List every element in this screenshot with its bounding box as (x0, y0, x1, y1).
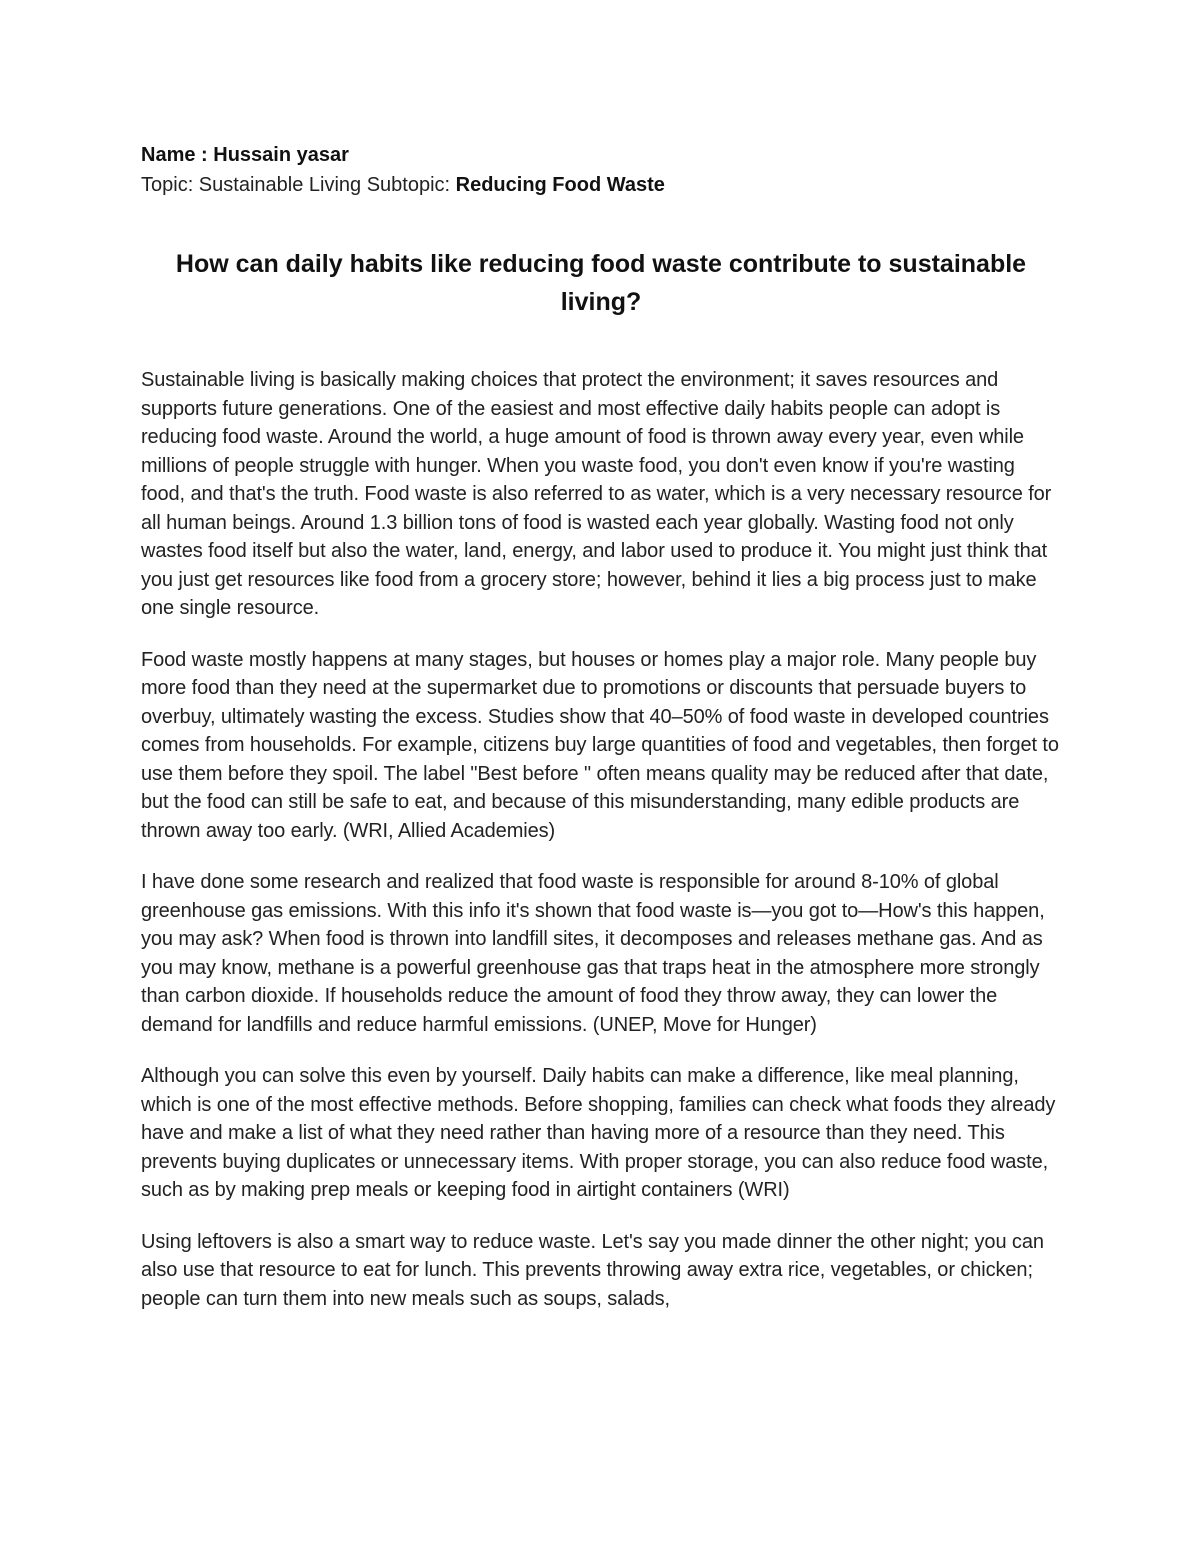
topic-line (141, 170, 1061, 200)
topic-label: Topic: Sustainable Living Subtopic: (141, 174, 456, 196)
document-title: How can daily habits like reducing food waste contribute to sustainable living? (175, 250, 1027, 316)
paragraph-4: Although you can solve this even by yourself. Daily habits can make a difference, like meal planning, which is one of the most effective methods. Before shopping, families can check what foods they already have and make a list of what they need rather than having more of a resource than they need. This prevents buying duplicates or unnecessary items. With proper storage, you can also reduce food waste, such as by making prep meals or keeping food in airtight containers (WRI) (141, 1065, 1056, 1201)
paragraph-5: Using leftovers is also a smart way to reduce waste. Let's say you made dinner the other night; you can also use that resource to eat for lunch. This prevents throwing away extra rice, vegetables, or chicken; people can turn them into new meals such as soups, salads, (141, 1230, 1044, 1310)
subtopic-value: Reducing Food Waste (455, 174, 665, 196)
paragraph-2: Food waste mostly happens at many stages, but houses or homes play a major role. Many people buy more food than they need at the supermarket due to promotions or discounts that persuade buyers to overbuy, ultimately wasting the excess. Studies show that 40–50% of food waste in developed countries comes from households. For example, citizens buy large quantities of food and vegetables, then forget to use them before they spoil. The label "Best before " often means quality may be reduced after that date, but the food can still be safe to eat, and because of this misunderstanding, many edible products are thrown away too early. (WRI, Allied Academies) (141, 648, 1059, 842)
document-page (141, 140, 1061, 1313)
author-name: Name : Hussain yasar (141, 144, 349, 166)
paragraph-3: I have done some research and realized that food waste is responsible for around 8-10% of global greenhouse gas emissions. With this info it's shown that food waste is—you got to—How's this happen, you may ask? When food is thrown into landfill sites, it decomposes and releases methane gas. And as you may know, methane is a powerful greenhouse gas that traps heat in the atmosphere more strongly than carbon dioxide. If households reduce the amount of food they throw away, they can lower the demand for landfills and reduce harmful emissions. (UNEP, Move for Hunger) (141, 871, 1045, 1036)
paragraph-1: Sustainable living is basically making choices that protect the environment; it saves resources and supports future generations. One of the easiest and most effective daily habits people can adopt is reducing food waste. Around the world, a huge amount of food is thrown away every year, even while millions of people struggle with hunger. When you waste food, you don't even know if you're wasting food, and that's the truth. Food waste is also referred to as water, which is a very necessary resource for all human beings. Around 1.3 billion tons of food is wasted each year globally. Wasting food not only wastes food itself but also the water, land, energy, and labor used to produce it. You might just think that you just get resources like food from a grocery store; however, behind it lies a big process just to make one single resource. (141, 369, 1052, 619)
